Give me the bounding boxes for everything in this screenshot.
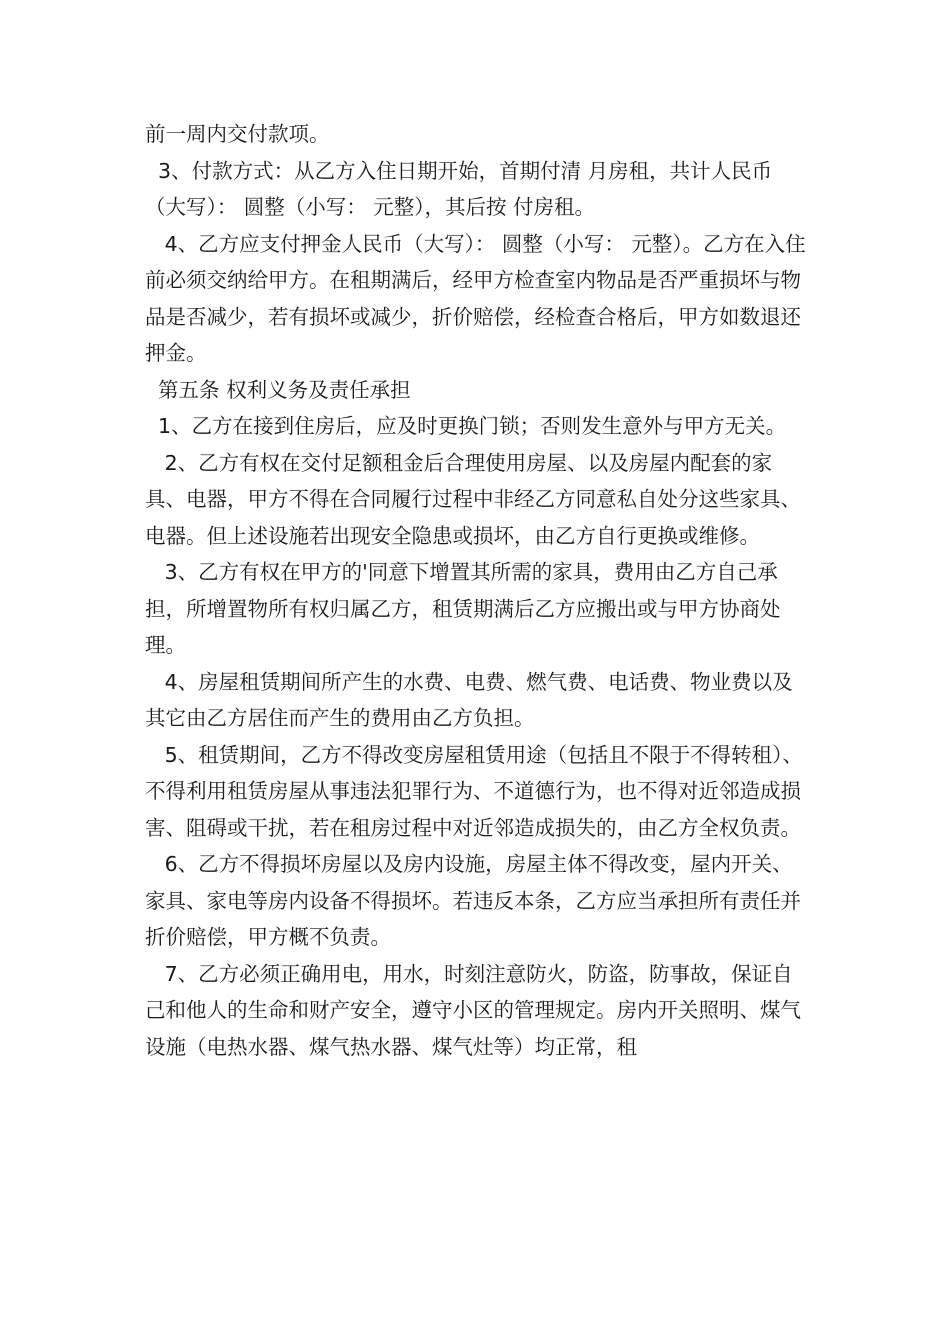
paragraph: 4、乙方应支付押金人民币（大写）： 圆整（小写： 元整）。乙方在入住前必须交纳给甲方。在租期满后，经甲方检查室内物品是否严重损坏与物品是否减少，若有损坏或减少，折价赔偿，经检查合格后，甲方如数退还押金。	[145, 231, 806, 365]
paragraph: 3、乙方有权在甲方的'同意下增置其所需的家具，费用由乙方自己承担，所增置物所有权归属乙方，租赁期满后乙方应搬出或与甲方协商处理。	[145, 560, 781, 657]
paragraph: 3、付款方式：从乙方入住日期开始，首期付清 月房租，共计人民币（大写）： 圆整（小写： 元整），其后按 付房租。	[145, 158, 773, 219]
paragraph: 前一周内交付款项。	[145, 122, 330, 146]
paragraph: 5、租赁期间，乙方不得改变房屋租赁用途（包括且不限于不得转租）、不得利用租赁房屋从事违法犯罪行为、不道德行为，也不得对近邻造成损害、阻碍或干扰，若在租房过程中对近邻造成损失的，由乙方全权负责。	[145, 742, 803, 840]
paragraph: 2、乙方有权在交付足额租金后合理使用房屋、以及房屋内配套的家具、电器，甲方不得在合同履行过程中非经乙方同意私自处分这些家具、电器。但上述设施若出现安全隐患或损坏，由乙方自行更换或维修。	[145, 450, 801, 548]
paragraph: 6、乙方不得损坏房屋以及房内设施，房屋主体不得改变，屋内开关、家具、家电等房内设备不得损坏。若违反本条，乙方应当承担所有责任并折价赔偿，甲方概不负责。	[145, 852, 801, 949]
paragraph: 7、乙方必须正确用电，用水，时刻注意防火，防盗，防事故，保证自己和他人的生命和财产安全，遵守小区的管理规定。房内开关照明、煤气设施（电热水器、煤气热水器、煤气灶等）均正常，租	[145, 961, 801, 1059]
document-body	[145, 116, 810, 1065]
paragraph: 1、乙方在接到住房后，应及时更换门锁；否则发生意外与甲方无关。	[145, 414, 787, 438]
section-heading: 第五条 权利义务及责任承担	[145, 377, 411, 402]
paragraph: 4、房屋租赁期间所产生的水费、电费、燃气费、电话费、物业费以及其它由乙方居住而产生的费用由乙方负担。	[145, 669, 793, 730]
